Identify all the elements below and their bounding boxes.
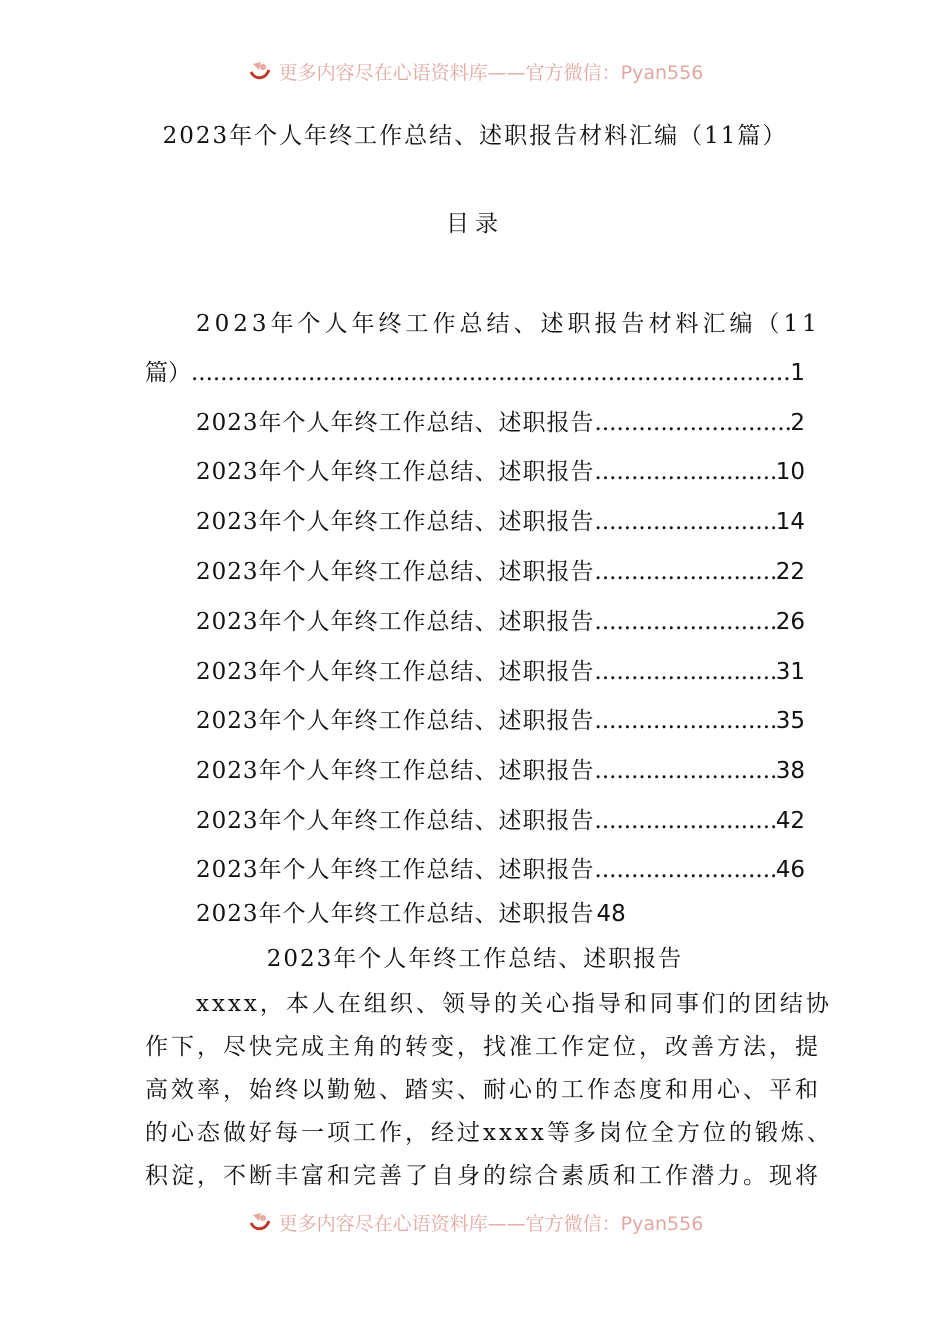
toc-leader-dots [595, 758, 776, 784]
toc-entry-text: 2023年个人年终工作总结、述职报告 [196, 659, 595, 685]
toc-entry-text: 2023年个人年终工作总结、述职报告 [196, 410, 595, 436]
toc-entry-text: 2023年个人年终工作总结、述职报告 [196, 808, 595, 834]
body-paragraph-line: 积淀，不断丰富和完善了自身的综合素质和工作潜力。现将 [145, 1163, 821, 1189]
toc-page-number: 10 [775, 459, 805, 485]
toc-entry-text: 2023年个人年终工作总结、述职报告 [196, 459, 595, 485]
body-paragraph-line: 高效率，始终以勤勉、踏实、耐心的工作态度和用心、平和 [145, 1077, 821, 1103]
toc-entry-text: 2023年个人年终工作总结、述职报告 [196, 708, 595, 734]
toc-entry-first-line2[interactable] [145, 354, 805, 387]
toc-entry[interactable] [196, 752, 805, 785]
toc-page-number: 2 [790, 410, 805, 436]
toc-entry[interactable] [196, 404, 805, 437]
toc-leader-dots [595, 708, 776, 734]
toc-leader-dots [595, 857, 776, 883]
toc-page-number: 46 [775, 857, 805, 883]
toc-leader-dots [595, 808, 776, 834]
toc-entry-text: 2023年个人年终工作总结、述职报告 [196, 609, 595, 635]
toc-page-number: 1 [790, 360, 805, 386]
watermark-bottom [0, 1209, 950, 1235]
toc-entry[interactable] [196, 503, 805, 536]
toc-entry[interactable] [196, 702, 805, 735]
toc-entry-last[interactable] [196, 895, 626, 928]
toc-entry-text: 2023年个人年终工作总结、述职报告 [196, 857, 595, 883]
toc-entry[interactable] [196, 802, 805, 835]
toc-leader-dots [595, 509, 776, 535]
watermark-top [0, 58, 950, 84]
toc-entry-text: 篇） [145, 360, 191, 386]
toc-entry-text: 2023年个人年终工作总结、述职报告 [196, 758, 595, 784]
toc-leader-dots [191, 360, 790, 386]
body-paragraph-line: xxxx，本人在组织、领导的关心指导和同事们的团结协 [196, 991, 832, 1017]
body-paragraph-line: 作下，尽快完成主角的转变，找准工作定位，改善方法，提 [145, 1034, 821, 1060]
toc-entry-text: 2023年个人年终工作总结、述职报告 [196, 509, 595, 535]
toc-entry[interactable] [196, 603, 805, 636]
toc-heading: 目录 [446, 211, 504, 237]
section-title: 2023年个人年终工作总结、述职报告 [266, 946, 684, 972]
watermark-text: 更多内容尽在心语资料库——官方微信：Pyan556 [278, 61, 704, 84]
watermark-logo-icon [247, 1209, 273, 1235]
document-title: 2023年个人年终工作总结、述职报告材料汇编（11篇） [162, 123, 788, 149]
toc-leader-dots [595, 659, 776, 685]
toc-page-number: 14 [775, 509, 805, 535]
toc-entry-text: 2023年个人年终工作总结、述职报告 [196, 901, 595, 927]
toc-page-number: 42 [775, 808, 805, 834]
toc-leader-dots [595, 459, 776, 485]
toc-leader-dots [595, 410, 791, 436]
toc-page-number: 35 [775, 708, 805, 734]
toc-entry[interactable] [196, 553, 805, 586]
toc-entry[interactable] [196, 851, 805, 884]
toc-entry-text: 2023年个人年终工作总结、述职报告 [196, 559, 595, 585]
toc-page-number: 38 [775, 758, 805, 784]
toc-leader-dots [595, 609, 776, 635]
watermark-text: 更多内容尽在心语资料库——官方微信：Pyan556 [278, 1212, 704, 1235]
toc-page-number: 22 [775, 559, 805, 585]
toc-leader-dots [595, 559, 776, 585]
toc-page-number: 48 [596, 901, 626, 927]
body-paragraph-line: 的心态做好每一项工作，经过xxxx等多岗位全方位的锻炼、 [145, 1120, 833, 1146]
toc-entry[interactable] [196, 453, 805, 486]
toc-entry-first-line1[interactable]: 2023年个人年终工作总结、述职报告材料汇编（11 [196, 311, 821, 337]
toc-page-number: 26 [775, 609, 805, 635]
toc-page-number: 31 [775, 659, 805, 685]
toc-entry[interactable] [196, 653, 805, 686]
watermark-logo-icon [247, 58, 273, 84]
